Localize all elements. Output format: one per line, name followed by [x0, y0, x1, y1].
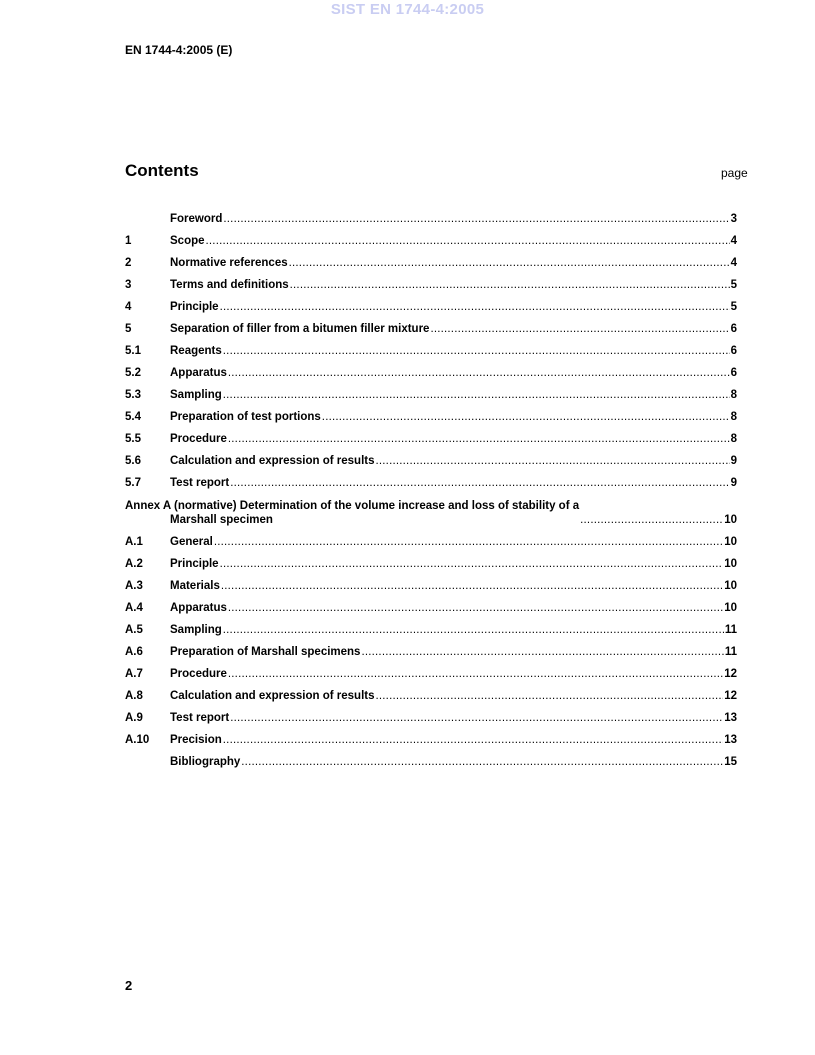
page-number: 2: [125, 978, 133, 993]
toc-entry[interactable]: [125, 272, 737, 294]
toc-entry[interactable]: [125, 661, 737, 683]
toc-entry-title: Bibliography: [170, 756, 241, 768]
toc-entry-title: Apparatus: [170, 367, 227, 379]
toc-entry-title: Scope: [170, 235, 205, 247]
toc-entry-page: 11: [724, 646, 737, 658]
toc-entry[interactable]: [125, 404, 737, 426]
toc-entry-number: A.1: [125, 536, 143, 548]
toc-entry-page: 10: [724, 602, 737, 614]
toc-entry-number: A.2: [125, 558, 143, 570]
toc-entry-title: Calculation and expression of results: [170, 455, 375, 467]
toc-entry[interactable]: [125, 316, 737, 338]
toc-entry-title: Preparation of test portions: [170, 411, 321, 423]
toc-entry[interactable]: [125, 228, 737, 250]
toc-entry[interactable]: [125, 573, 737, 595]
toc-entry-title: Reagents: [170, 345, 222, 357]
toc-entry-title: Procedure: [170, 668, 227, 680]
toc-entry[interactable]: [125, 492, 737, 529]
toc-dot-leader: [223, 212, 729, 226]
toc-entry[interactable]: [125, 382, 737, 404]
toc-entry-title-line2: Marshall specimen: [170, 514, 273, 526]
toc-dot-leader: [241, 755, 723, 769]
page-column-label: page: [721, 166, 748, 180]
toc-entry-title: [125, 499, 580, 527]
toc-entry[interactable]: [125, 448, 737, 470]
toc-entry[interactable]: [125, 639, 737, 661]
toc-entry-title: General: [170, 536, 213, 548]
toc-entry-title: Separation of filler from a bitumen filler mixture: [170, 323, 430, 335]
toc-entry-page: 10: [724, 580, 737, 592]
toc-entry-number: 5.2: [125, 367, 141, 379]
toc-dot-leader: [580, 513, 723, 527]
toc-entry-page: 12: [724, 690, 737, 702]
toc-dot-leader: [289, 256, 730, 270]
toc-entry-number: A.4: [125, 602, 143, 614]
toc-entry-number: 5.6: [125, 455, 141, 467]
toc-entry-number: 5.1: [125, 345, 141, 357]
toc-entry[interactable]: [125, 727, 737, 749]
toc-entry-page: 10: [724, 558, 737, 570]
toc-entry-number: A.5: [125, 624, 143, 636]
toc-entry[interactable]: [125, 250, 737, 272]
toc-entry-number: 5.7: [125, 477, 141, 489]
toc-dot-leader: [376, 689, 724, 703]
toc-entry-title: Foreword: [170, 213, 223, 225]
toc-entry-number: 5.5: [125, 433, 141, 445]
toc-dot-leader: [221, 579, 723, 593]
toc-entry-title: Test report: [170, 477, 230, 489]
contents-heading: Contents: [125, 161, 199, 180]
toc-entry-page: 6: [730, 323, 737, 335]
toc-entry-number: 5: [125, 323, 132, 335]
toc-entry-number: A.10: [125, 734, 150, 746]
toc-entry[interactable]: [125, 206, 737, 228]
toc-entry[interactable]: [125, 426, 737, 448]
toc-dot-leader: [430, 322, 729, 336]
watermark-text: SIST EN 1744-4:2005: [330, 1, 485, 18]
toc-entry-number: 1: [125, 235, 132, 247]
toc-dot-leader: [223, 733, 723, 747]
toc-entry[interactable]: [125, 551, 737, 573]
toc-entry-page: 6: [730, 345, 737, 357]
toc-entry[interactable]: [125, 749, 737, 771]
toc-dot-leader: [230, 711, 723, 725]
toc-entry-number: A.6: [125, 646, 143, 658]
toc-entry[interactable]: [125, 683, 737, 705]
toc-entry-title: Test report: [170, 712, 230, 724]
toc-entry[interactable]: [125, 617, 737, 639]
table-of-contents: [125, 206, 737, 771]
toc-entry-number: 5.3: [125, 389, 141, 401]
toc-entry-page: 6: [730, 367, 737, 379]
toc-dot-leader: [290, 278, 730, 292]
toc-entry-title: Sampling: [170, 389, 222, 401]
toc-entry-title: Apparatus: [170, 602, 227, 614]
toc-entry-number: A.8: [125, 690, 143, 702]
toc-dot-leader: [214, 535, 723, 549]
toc-entry-title: Sampling: [170, 624, 222, 636]
toc-entry-page: 5: [730, 301, 737, 313]
toc-entry-title: Preparation of Marshall specimens: [170, 646, 361, 658]
toc-entry-number: 2: [125, 257, 132, 269]
toc-entry[interactable]: [125, 360, 737, 382]
toc-entry-title-line1: Annex A (normative) Determination of the volume increase and loss of stability of a: [125, 500, 580, 512]
toc-entry[interactable]: [125, 595, 737, 617]
toc-entry-page: 12: [724, 668, 737, 680]
toc-dot-leader: [223, 388, 730, 402]
document-id: EN 1744-4:2005 (E): [125, 43, 233, 57]
toc-entry-title: Precision: [170, 734, 222, 746]
toc-entry-title: Terms and definitions: [170, 279, 289, 291]
toc-entry[interactable]: [125, 470, 737, 492]
toc-dot-leader: [220, 300, 730, 314]
toc-entry-page: 8: [730, 411, 737, 423]
toc-dot-leader: [228, 432, 730, 446]
toc-dot-leader: [228, 366, 730, 380]
toc-entry-page: 13: [724, 712, 737, 724]
toc-entry-page: 11: [724, 624, 737, 636]
toc-entry-number: A.9: [125, 712, 143, 724]
toc-entry-number: 4: [125, 301, 132, 313]
toc-entry-page: 8: [730, 389, 737, 401]
toc-dot-leader: [228, 601, 723, 615]
toc-dot-leader: [322, 410, 730, 424]
toc-entry[interactable]: [125, 294, 737, 316]
toc-entry-page: 10: [724, 514, 737, 526]
toc-entry-page: 15: [724, 756, 737, 768]
toc-entry-number: 3: [125, 279, 132, 291]
toc-entry[interactable]: [125, 705, 737, 727]
toc-entry-page: 8: [730, 433, 737, 445]
toc-dot-leader: [206, 234, 730, 248]
toc-entry-title: Materials: [170, 580, 220, 592]
toc-entry-title: Procedure: [170, 433, 227, 445]
toc-entry-title: Calculation and expression of results: [170, 690, 375, 702]
toc-entry-page: 3: [730, 213, 737, 225]
toc-entry[interactable]: [125, 529, 737, 551]
toc-entry-number: A.7: [125, 668, 143, 680]
toc-entry-page: 13: [724, 734, 737, 746]
toc-entry-number: A.3: [125, 580, 143, 592]
toc-dot-leader: [361, 645, 723, 659]
toc-entry-page: 4: [730, 257, 737, 269]
toc-entry-title: Principle: [170, 558, 219, 570]
toc-dot-leader: [223, 623, 724, 637]
toc-entry-page: 9: [730, 455, 737, 467]
toc-entry-page: 10: [724, 536, 737, 548]
toc-entry-number: 5.4: [125, 411, 141, 423]
toc-entry-page: 5: [730, 279, 737, 291]
toc-dot-leader: [220, 557, 724, 571]
toc-entry-title: Principle: [170, 301, 219, 313]
toc-entry[interactable]: [125, 338, 737, 360]
toc-dot-leader: [230, 476, 729, 490]
toc-dot-leader: [376, 454, 730, 468]
toc-entry-page: 9: [730, 477, 737, 489]
toc-entry-title: Normative references: [170, 257, 288, 269]
toc-dot-leader: [223, 344, 730, 358]
toc-dot-leader: [228, 667, 723, 681]
toc-entry-page: 4: [730, 235, 737, 247]
